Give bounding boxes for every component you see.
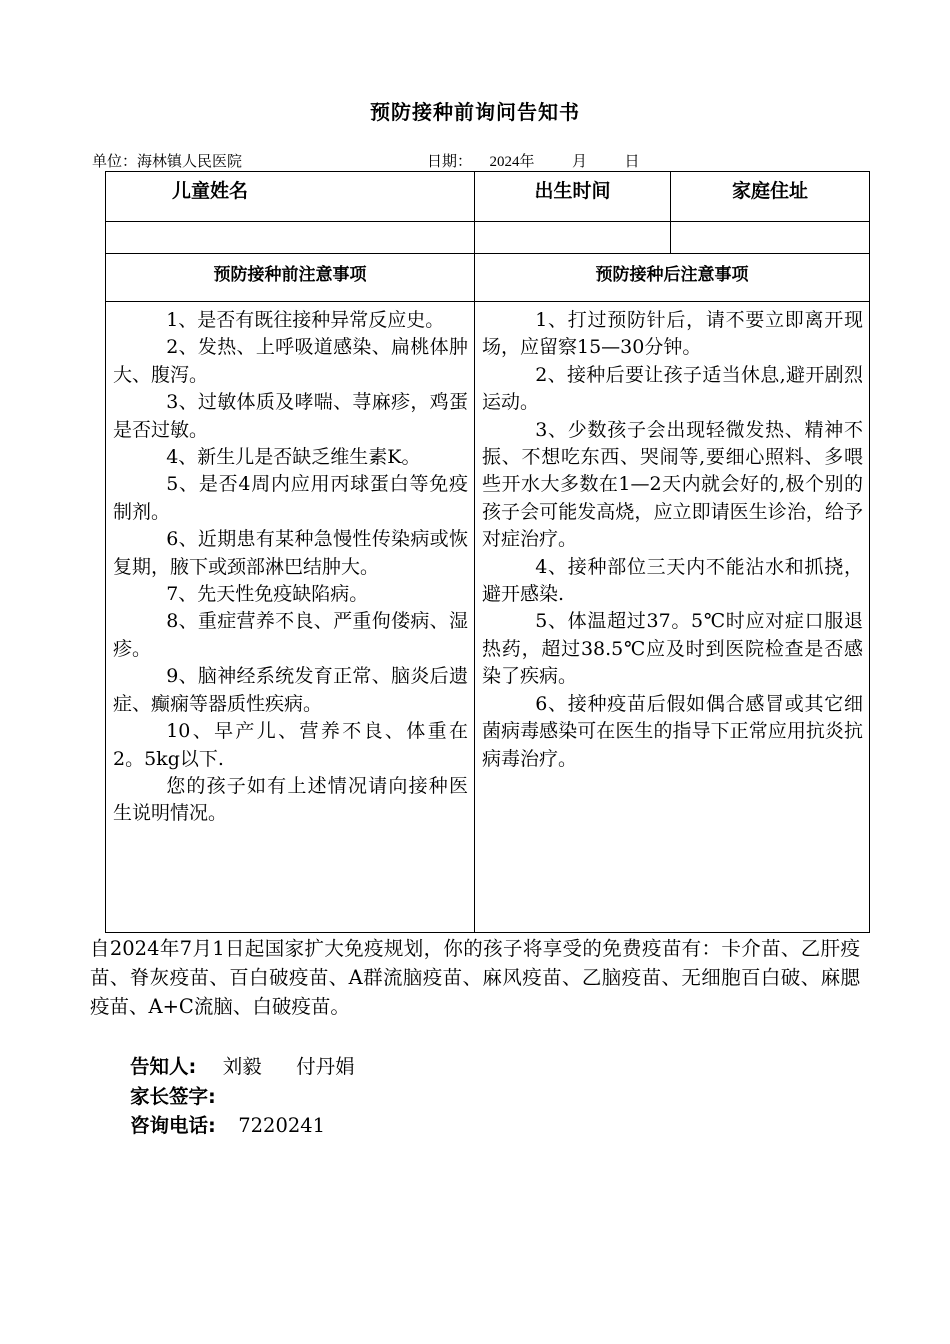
- phone-line: [130, 1110, 325, 1138]
- notifier-label: 告知人:: [130, 1055, 197, 1078]
- after-note-item: 6、接种疫苗后假如偶合感冒或其它细菌病毒感染可在医生的指导下正常应用抗炎抗病毒治疗。: [482, 692, 863, 770]
- unit-label: 单位：海林镇人民医院: [92, 154, 243, 170]
- notifier-line: [130, 1051, 355, 1079]
- address-cell[interactable]: [671, 222, 870, 254]
- notifier-name: 刘毅: [222, 1055, 262, 1078]
- parent-signature-line: [130, 1081, 216, 1109]
- before-note-item: 7、先天性免疫缺陷病。: [166, 583, 369, 606]
- before-notes-header: 预防接种前注意事项: [106, 254, 475, 302]
- after-note-item: 2、接种后要让孩子适当休息,避开剧烈运动。: [482, 363, 863, 414]
- before-note-item: 1、是否有既往接种异常反应史。: [166, 309, 445, 331]
- vaccination-form-table: [105, 171, 870, 933]
- date-year: 2024年: [489, 154, 535, 170]
- before-note-item: 8、重症营养不良、严重佝偻病、湿疹。: [113, 610, 468, 660]
- birth-time-cell[interactable]: [475, 222, 671, 254]
- free-vaccine-paragraph: 自2024年7月1日起国家扩大免疫规划，你的孩子将享受的免费疫苗有：卡介苗、乙肝疫苗、脊灰疫苗、百白破疫苗、A群流脑疫苗、麻风疫苗、乙脑疫苗、无细胞百白破、麻腮疫苗、A+C流脑、白破疫苗。: [90, 937, 860, 1018]
- before-note-item: 5、是否4周内应用丙球蛋白等免疫制剂。: [113, 473, 468, 523]
- after-notes-list: [475, 302, 870, 933]
- before-note-item: 9、脑神经系统发育正常、脑炎后遗症、癫痫等器质性疾病。: [113, 665, 468, 715]
- child-name-header: 儿童姓名: [106, 172, 475, 222]
- before-note-item: 2、发热、上呼吸道感染、扁桃体肿大、腹泻。: [113, 336, 468, 386]
- page-title: 预防接种前询问告知书: [370, 100, 580, 124]
- phone-number: 7220241: [238, 1114, 326, 1137]
- after-note-item: 3、少数孩子会出现轻微发热、精神不振、不想吃东西、哭闹等,要细心照料、多喂些开水大多数在1—2天内就会好的,极个别的孩子会可能发高烧，应立即请医生诊治，给予对症治疗。: [482, 418, 863, 551]
- notifier-name: 付丹娟: [296, 1055, 355, 1078]
- address-header: 家庭住址: [671, 172, 870, 222]
- before-note-item: 6、近期患有某种急慢性传染病或恢复期，腋下或颈部淋巴结肿大。: [113, 528, 468, 578]
- parent-signature-label: 家长签字:: [130, 1085, 216, 1108]
- birth-time-header: 出生时间: [475, 172, 671, 222]
- child-name-cell[interactable]: [106, 222, 475, 254]
- after-note-item: 4、接种部位三天内不能沾水和抓挠，避开感染.: [482, 555, 863, 606]
- after-note-item: 1、打过预防针后，请不要立即离开现场，应留察15—30分钟。: [482, 309, 863, 359]
- before-note-item: 4、新生儿是否缺乏维生素K。: [166, 446, 421, 469]
- date-line: [427, 150, 640, 171]
- date-month: 月: [572, 154, 588, 170]
- date-label: 日期：: [427, 154, 473, 170]
- phone-label: 咨询电话:: [130, 1114, 216, 1137]
- before-note-item: 10、早产儿、营养不良、体重在2。5kg以下.: [113, 720, 468, 770]
- after-note-item: 5、体温超过37。5℃时应对症口服退热药，超过38.5℃应及时到医院检查是否感染了疾病。: [482, 610, 863, 688]
- before-notes-list: [106, 302, 475, 933]
- before-note-item: 您的孩子如有上述情况请向接种医生说明情况。: [113, 774, 468, 825]
- date-day: 日: [624, 154, 640, 170]
- after-notes-header: 预防接种后注意事项: [475, 254, 870, 302]
- before-note-item: 3、过敏体质及哮喘、荨麻疹，鸡蛋是否过敏。: [113, 391, 468, 441]
